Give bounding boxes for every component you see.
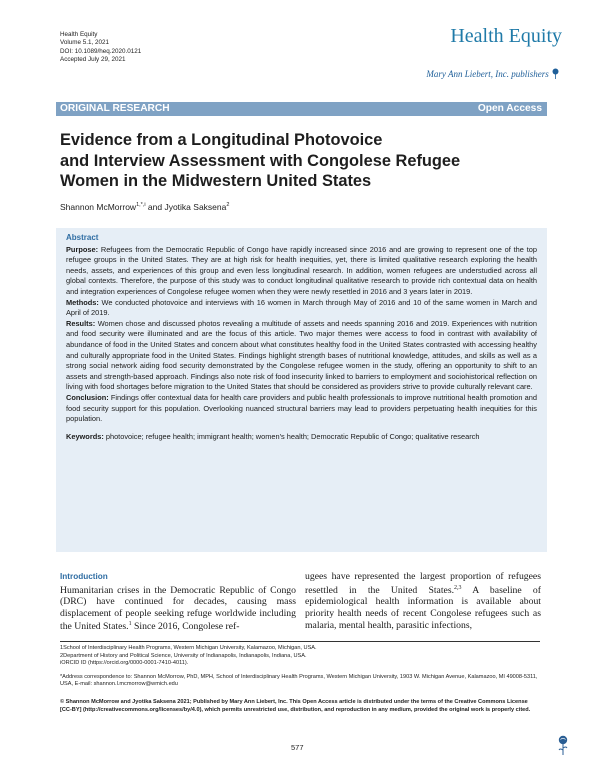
intro-right-text-a: ugees have represented the largest proportion of refugees resettled in the United States.	[305, 571, 541, 596]
meta-doi[interactable]: DOI: 10.1089/heq.2020.0121	[60, 47, 142, 55]
purpose-label: Purpose:	[66, 244, 99, 254]
abstract-conclusion	[66, 393, 537, 425]
page-number: 577	[291, 743, 304, 752]
title-line-2: and Interview Assessment with Congolese Refugee	[60, 151, 461, 170]
abstract-purpose	[66, 245, 537, 298]
abstract-keywords	[66, 432, 537, 443]
author-list	[60, 202, 229, 212]
publisher-name: Mary Ann Liebert, Inc. publishers	[426, 69, 549, 79]
intro-left-column	[60, 571, 296, 633]
title-line-1: Evidence from a Longitudinal Photovoice	[60, 131, 383, 149]
purpose-text: Refugees from the Democratic Republic of Congo have rapidly increased since 2016 and are growing to represent one of the top refugee groups in the United States. They are at high risk for health inequities, yet, there is limited qualitative research exploring the health needs, assets, and experiences of this group and even less longitudinal research. In addition, women refugees are understudied across all global contexts. Therefore, the purpose of this study was to conduct longitudinal qualitative research to provide rich contextual data on health and integration experiences of Congolese refugee women when they were newly resettled in 2016 and 3 years later in 2019.	[66, 244, 537, 296]
abstract-results	[66, 319, 537, 393]
intro-left-citation[interactable]: 1	[128, 621, 132, 628]
intro-right-text-b: A baseline of epidemiological health information is available about priority health needs of recent Congolese refugees such as malaria, mental health, parasitic infections,	[305, 584, 541, 631]
meta-accepted: Accepted July 29, 2021	[60, 56, 126, 64]
author-1: Shannon McMorrow	[60, 202, 137, 212]
intro-heading: Introduction	[60, 572, 108, 581]
rose-icon	[551, 68, 560, 79]
footer-logo	[557, 735, 569, 760]
author-2-affiliation: 2	[226, 202, 230, 209]
open-access-label: Open Access	[477, 103, 542, 114]
footnote-orcid[interactable]: iORCID ID (https://orcid.org/0000-0001-7410-4011).	[60, 660, 189, 667]
section-band	[56, 102, 547, 116]
rose-icon	[557, 735, 569, 755]
abstract-content	[66, 233, 537, 442]
footnote-correspondence: *Address correspondence to: Shannon McMorrow, PhD, MPH, School of Interdisciplinary Health Programs, Western Michigan University, 1903 W. Michigan Avenue, Kalamazoo, MI 49008-5311, USA, E-mail: shannon.l.mcmorrow@wmich.edu	[60, 673, 538, 688]
article-meta	[60, 31, 141, 65]
abstract-methods	[66, 298, 537, 319]
conclusion-label: Conclusion:	[66, 392, 109, 402]
footnote-1: 1School of Interdisciplinary Health Programs, Western Michigan University, Kalamazoo, Michigan, USA.	[60, 645, 317, 651]
article-title	[60, 130, 540, 192]
footnotes	[60, 645, 540, 689]
intro-left-text-b: Since 2016, Congolese ref-	[131, 621, 240, 633]
methods-text: We conducted photovoice and interviews with 16 women in March through May of 2016 and 10 of the same women in March and April of 2019.	[66, 297, 537, 318]
section-label: ORIGINAL RESEARCH	[60, 103, 170, 114]
intro-left-text-a: Humanitarian crises in the Democratic Republic of Congo (DRC) have continued for decades, causing mass displacement of people seeking refuge worldwide including the United States.	[60, 584, 296, 633]
keywords-label: Keywords:	[66, 431, 104, 441]
title-line-3: Women in the Midwestern United States	[60, 172, 372, 190]
meta-volume: Volume 5.1, 2021	[60, 39, 110, 47]
publisher-logo	[426, 68, 560, 79]
methods-label: Methods:	[66, 297, 99, 307]
abstract-box	[56, 228, 547, 552]
copyright-notice: © Shannon McMorrow and Jyotika Saksena 2021; Published by Mary Ann Liebert, Inc. This Open Access article is distributed under the terms of the Creative Commons License [CC-BY] (http://creativecommons.org/licenses/by/4.0), which permits unrestricted use, distribution, and reproduction in any medium, provided the original work is properly cited.	[60, 699, 531, 713]
keywords-text: photovoice; refugee health; immigrant health; women's health; Democratic Republic of Congo; qualitative research	[103, 431, 480, 441]
author-connector: and	[145, 202, 165, 212]
author-1-affiliation: 1,*,i	[136, 202, 146, 209]
meta-journal: Health Equity	[60, 31, 98, 38]
conclusion-text: Findings offer contextual data for health care providers and public health professionals to improve nutritional health promotion and food security support for this population. Overlooking nuanced structural barriers may lead to providers perpetuating health inequities for this population.	[66, 392, 537, 424]
footnote-divider	[60, 641, 540, 642]
intro-right-citation[interactable]: 2,3	[454, 584, 462, 591]
results-text: Women chose and discussed photos revealing a multitude of assets and needs spanning 2016 and 2019. Experiences with nutrition and food security were illuminated and are the focus of this article. Two major themes were access to food in contrast with availability of abundance of food in the United States and concern about what constitutes healthy food in the United States contrasted with accessing healthy and culturally appropriate food in the United States. Findings highlight strength bases of nutritional knowledge, attitudes, and skills as well as a strong social network aiding food security demonstrated by the Congolese refugee women in the study, offering an opportunity to shift to an assets and strength-based approach. Findings also note risk of food insecurity linked to barriers to employment and sociohistorical reflection on living with food shortages before migration to the United States that should be considered as providers strive to provide culturally relevant care.	[66, 318, 537, 392]
footnote-2: 2Department of History and Political Science, University of Indianapolis, Indianapolis, Indiana, USA.	[60, 652, 307, 659]
intro-right-column	[305, 571, 541, 631]
author-2: Jyotika Saksena	[164, 202, 227, 212]
results-label: Results:	[66, 318, 96, 328]
journal-title: Health Equity	[450, 25, 562, 47]
abstract-heading: Abstract	[66, 233, 99, 242]
